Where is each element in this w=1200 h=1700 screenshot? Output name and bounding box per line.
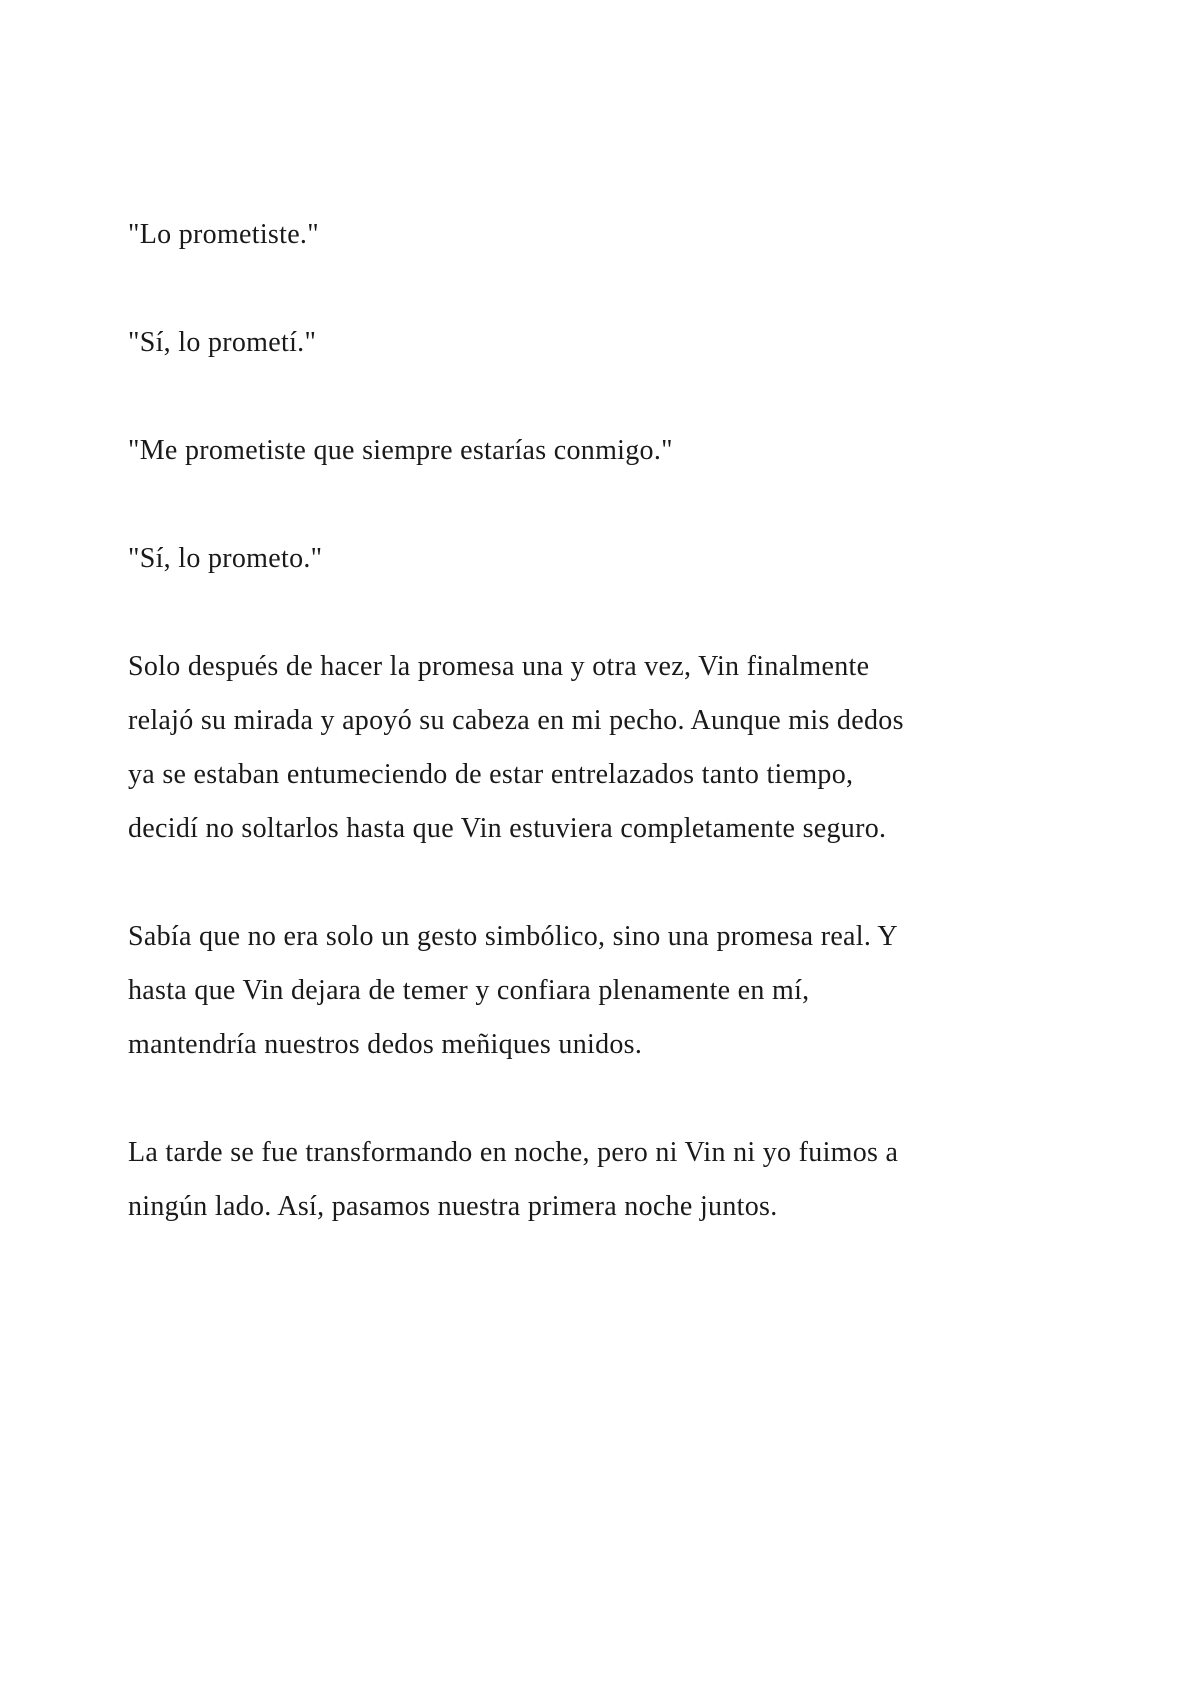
text-line: "Me prometiste que siempre estarías conmigo." [128,435,673,466]
dialogue-paragraph [128,424,1088,478]
text-line: La tarde se fue transformando en noche, pero ni Vin ni yo fuimos a [128,1137,899,1168]
narrative-paragraph [128,1126,1088,1234]
document-page [128,208,1088,1288]
dialogue-paragraph [128,208,1088,262]
text-line: mantendría nuestros dedos meñiques unidos. [128,1029,643,1060]
text-line: decidí no soltarlos hasta que Vin estuviera completamente seguro. [128,813,887,844]
text-line: relajó su mirada y apoyó su cabeza en mi pecho. Aunque mis dedos [128,705,904,736]
text-line: "Sí, lo prometí." [128,327,317,358]
text-line: "Sí, lo prometo." [128,543,323,574]
narrative-paragraph [128,910,1088,1072]
dialogue-paragraph [128,316,1088,370]
dialogue-paragraph [128,532,1088,586]
text-line: Sabía que no era solo un gesto simbólico, sino una promesa real. Y [128,921,898,952]
narrative-paragraph [128,640,1088,856]
text-line: "Lo prometiste." [128,219,319,250]
text-line: ya se estaban entumeciendo de estar entrelazados tanto tiempo, [128,759,854,790]
text-line: ningún lado. Así, pasamos nuestra primera noche juntos. [128,1191,778,1222]
text-line: hasta que Vin dejara de temer y confiara plenamente en mí, [128,975,810,1006]
text-line: Solo después de hacer la promesa una y otra vez, Vin finalmente [128,651,870,682]
